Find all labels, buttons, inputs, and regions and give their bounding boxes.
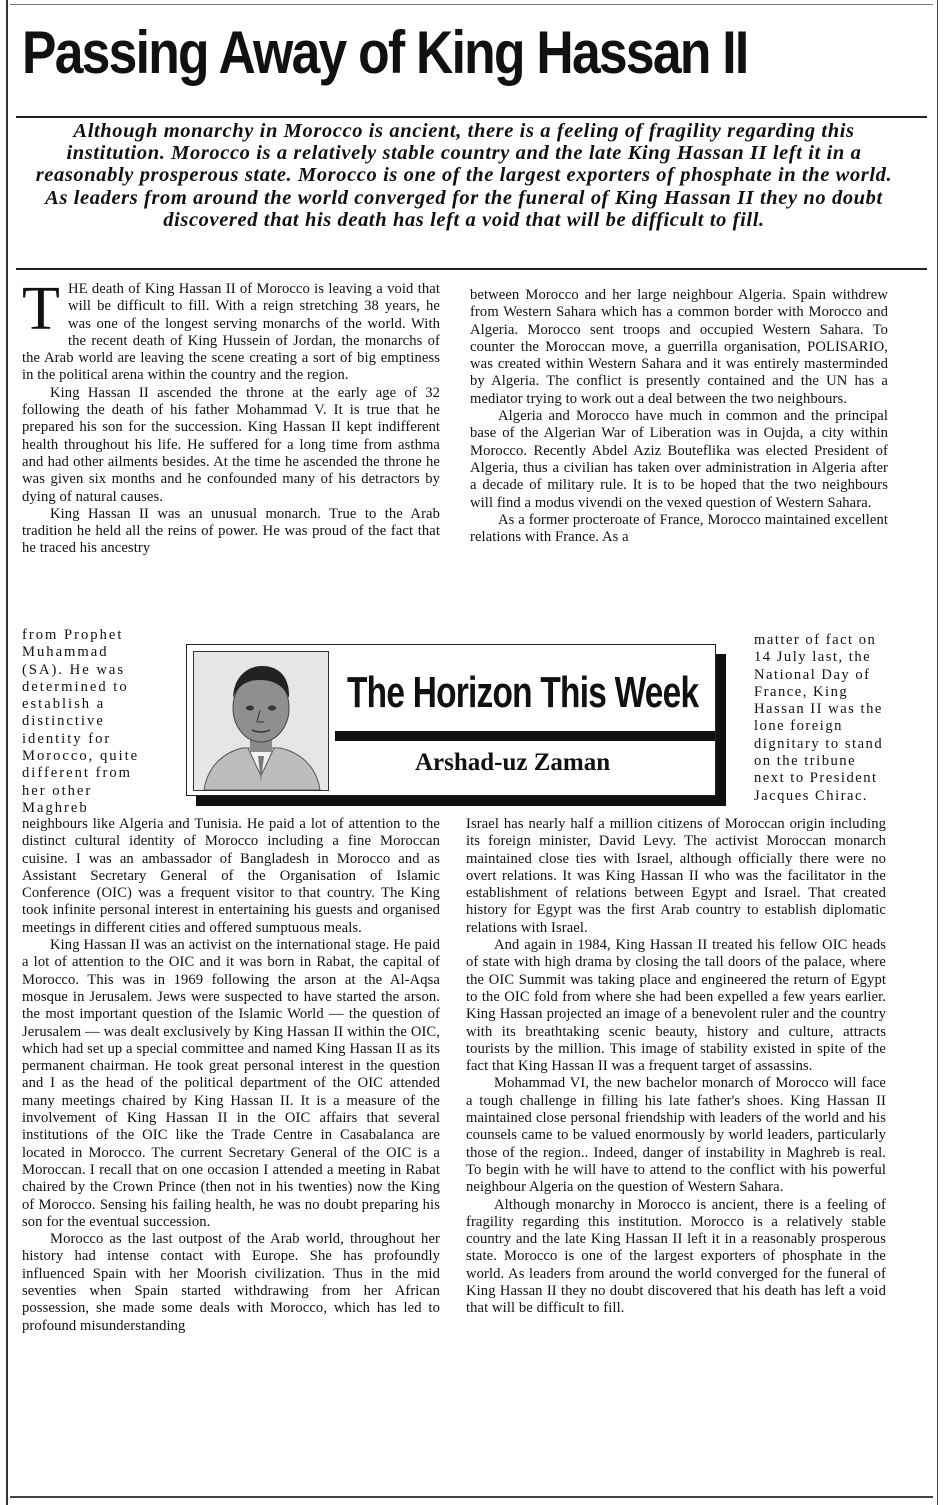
right-column-narrow (754, 632, 888, 822)
paragraph: Algeria and Morocco have much in common and the principal base of the Algerian War of Liberation was in Oujda, a city within Morocco. Recently Abdel Aziz Bouteflika was elected President of Algeria, thus a civilian has taken over administration in Algeria after a decade of military rule. It is to be hoped that the two neighbours will find a modus vivendi on the vexed question of Western Sahara. (470, 408, 888, 511)
page-edge-rule (6, 0, 8, 1505)
bottom-rule (10, 1496, 933, 1498)
author-byline: Arshad-uz Zaman (415, 749, 611, 776)
deck-summary: Although monarchy in Morocco is ancient, there is a feeling of fragility regarding this institution. Morocco is a relatively stable country and the late King Hassan II left it in a reasonably prosperous state. Morocco is one of the largest exporters of phosphate in the world. As leaders from around the world converged for the funeral of King Hassan II they no doubt discovered that his death has left a void that will be difficult to fill. (35, 120, 893, 231)
left-column-narrow (22, 627, 150, 821)
paragraph: from Prophet Muhammad (SA). He was determined to establish a distinctive identity for Morocco, quite different from her other Maghreb (22, 627, 140, 816)
paragraph: And again in 1984, King Hassan II treated his fellow OIC heads of state with high drama by closing the tall doors of the palace, where the OIC Summit was taking place and engineered the return of Egypt to the OIC fold from where she had been expelled a few years earlier. King Hassan projected an image of a benevolent ruler and the country with its breathtaking scenic beauty, history and culture, attracts tourists by the million. This image of stability existed in spite of the fact that King Hassan II was a frequent target of assassins. (466, 937, 886, 1075)
column-title: The Horizon This Week (347, 668, 699, 717)
lead-paragraph (22, 281, 440, 385)
paragraph: neighbours like Algeria and Tunisia. He paid a lot of attention to the distinct cultural identity of Morocco including a fine Moroccan cuisine. I was an ambassador of Bangladesh in Morocco and as Assistant Secretary General of the Organisation of Islamic Conference (OIC) was a frequent visitor to that country. The King took infinite personal interest in entertaining his guests and organised meetings in different cities and offered sumptuous meals. (22, 816, 440, 936)
right-column-top (470, 287, 888, 635)
portrait-illustration (194, 652, 328, 790)
paragraph: Mohammad VI, the new bachelor monarch of Morocco will face a tough challenge in filling his late father's shoes. King Hassan II maintained close personal friendship with leaders of the world and his counsels came to be valued enormously by world leaders, particularly those of the region.. Indeed, danger of instability in Maghreb is real. To begin with he will have to attend to the conflict with his powerful neighbour Algeria on the question of Western Sahara. (466, 1075, 886, 1196)
lead-paragraph-text: HE death of King Hassan II of Morocco is leaving a void that will be difficult to fill. With a reign stretching 38 years, he was one of the longest serving monarchs of the world. With the recent death of King Hussein of Jordan, the monarchs of the Arab world are leaving the scene creating a sort of big emptiness in the political arena within the country and the region. (22, 281, 440, 384)
drop-cap: T (22, 281, 60, 343)
headline: Passing Away of King Hassan II (22, 19, 748, 86)
paragraph: matter of fact on 14 July last, the National Day of France, King Hassan II was the lone foreign dignitary to stand on the tribune next to President Jacques Chirac. (754, 632, 884, 804)
left-column-top (22, 281, 440, 631)
column-title-bar (335, 731, 715, 741)
column-box (186, 644, 716, 796)
paragraph: Israel has nearly half a million citizens of Moroccan origin including its foreign minister, David Levy. The activist Moroccan monarch maintained close ties with Israel, although officially there were no overt relations. It was King Hassan II who was the facilitator in the establishment of relations between Egypt and Israel. That created history for Egypt was the first Arab country to establish diplomatic relations with Israel. (466, 816, 886, 936)
column-box-frame (186, 644, 716, 796)
author-portrait (193, 651, 329, 791)
paragraph: As a former procteroate of France, Morocco maintained excellent relations with France. As a (470, 511, 888, 546)
right-column-bottom (466, 816, 886, 1496)
left-column-bottom (22, 816, 440, 1496)
page-edge-rule (937, 0, 938, 1505)
paragraph: Morocco as the last outpost of the Arab world, throughout her history had intense contact with Europe. She has profoundly influenced Spain with her Moorish civilization. Thus in the mid seventies when Spain started withdrawing from her African possession, she made some deals with Morocco, which has led to profound misunderstanding (22, 1231, 440, 1334)
paragraph: King Hassan II ascended the throne at the early age of 32 following the death of his father Mohammad V. It is true that he prepared his son for the succession. King Hassan II kept indifferent health throughout his life. He suffered for a long time from asthma and had other ailments besides. At the time he ascended the throne he was given six months and he confounded many of his detractors by dying of natural causes. (22, 384, 440, 505)
paragraph: Although monarchy in Morocco is ancient, there is a feeling of fragility regarding this institution. Morocco is a relatively stable country and the late King Hassan II left it in a reasonably prosperous state. Morocco is one of the largest exporters of phosphate in the world. As leaders from around the world converged for the funeral of King Hassan II they no doubt discovered that his death has left a void that will be difficult to fill. (466, 1196, 886, 1317)
deck-rule-top (16, 116, 927, 118)
paragraph: King Hassan II was an activist on the international stage. He paid a lot of attention to the OIC and it was born in Rabat, the capital of Morocco. This was in 1969 following the arson at the Al-Aqsa mosque in Jerusalem. Jews were suspected to have started the arson. the most important question of the Islamic World — the question of Jerusalem — was dealt exclusively by King Hassan II within the OIC, which had set up a special committee and named King Hassan II as its permanent chairman. He took great personal interest in the question and I as the head of the political department of the OIC attended many meetings chaired by King Hassan II. It is a measure of the involvement of King Hassan II in the OIC affairs that several institutions of the OIC like the Trade Centre in Casabalanca are located in Morocco. The current Secretary General of the OIC is a Moroccan. I recall that on one occasion I attended a meeting in Rabat chaired by the Crown Prince (then not in his twenties) now the King of Morocco. Sensing his failing health, he was no doubt preparing his son for the eventual succession. (22, 937, 440, 1230)
paragraph: between Morocco and her large neighbour Algeria. Spain withdrew from Western Sahara which has a common border with Morocco and Algeria. Morocco sent troops and occupied Western Sahara. To counter the Moroccan move, a guerrilla organisation, POLISARIO, was created within Western Sahara and it was entirely masterminded by Algeria. The conflict is presently contained and the UN has a mediator trying to work out a deal between the two neighbours. (470, 287, 888, 407)
top-rule (10, 4, 933, 5)
deck-rule-bottom (16, 268, 927, 270)
paragraph: King Hassan II was an unusual monarch. True to the Arab tradition he held all the reins of power. He was proud of the fact that he traced his ancestry (22, 505, 440, 557)
